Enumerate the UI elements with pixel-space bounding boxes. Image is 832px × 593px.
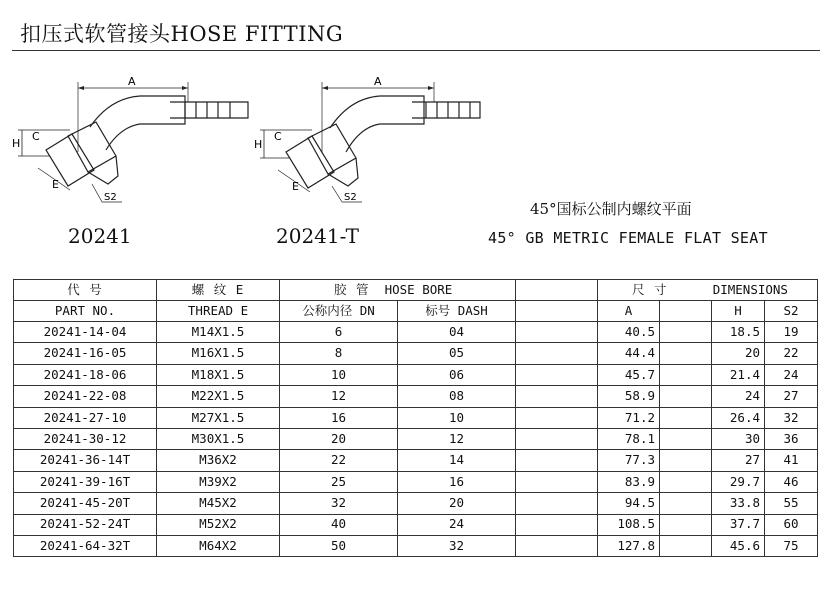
cell-h: 30 (712, 428, 765, 449)
cell-dash: 32 (398, 535, 516, 556)
cell-blank (516, 364, 598, 385)
cell-blank (660, 450, 712, 471)
header-blank-3 (660, 301, 712, 322)
cell-a: 127.8 (598, 535, 660, 556)
cell-part-no: 20241-27-10 (14, 407, 157, 428)
cell-thread: M16X1.5 (157, 343, 280, 364)
header-dash: 标号 DASH (398, 301, 516, 322)
table-row (14, 514, 818, 535)
cell-blank (516, 535, 598, 556)
header-h: H (712, 301, 765, 322)
cell-s2: 41 (765, 450, 818, 471)
table-row (14, 386, 818, 407)
description-en: 45° GB METRIC FEMALE FLAT SEAT (488, 229, 768, 247)
cell-blank (660, 514, 712, 535)
cell-s2: 27 (765, 386, 818, 407)
cell-blank (516, 386, 598, 407)
header-dimensions (598, 280, 818, 301)
cell-a: 108.5 (598, 514, 660, 535)
cell-blank (660, 343, 712, 364)
cell-blank (660, 322, 712, 343)
description-cn: 45°国标公制内螺纹平面 (530, 200, 692, 218)
dim-label-c: C (32, 130, 40, 143)
cell-part-no: 20241-14-04 (14, 322, 157, 343)
cell-a: 45.7 (598, 364, 660, 385)
cell-s2: 75 (765, 535, 818, 556)
cell-s2: 55 (765, 493, 818, 514)
cell-thread: M64X2 (157, 535, 280, 556)
cell-dash: 10 (398, 407, 516, 428)
cell-s2: 24 (765, 364, 818, 385)
header-thread-e: THREAD E (157, 301, 280, 322)
cell-blank (660, 407, 712, 428)
header-hose-en: HOSE BORE (384, 281, 453, 297)
cell-dash: 16 (398, 471, 516, 492)
table-row (14, 450, 818, 471)
cell-dash: 06 (398, 364, 516, 385)
cell-a: 83.9 (598, 471, 660, 492)
cell-dn: 12 (280, 386, 398, 407)
cell-blank (516, 407, 598, 428)
dim-label-h: H (12, 137, 21, 150)
cell-dash: 08 (398, 386, 516, 407)
cell-part-no: 20241-30-12 (14, 428, 157, 449)
cell-dn: 10 (280, 364, 398, 385)
cell-dash: 05 (398, 343, 516, 364)
cell-blank (660, 364, 712, 385)
dim-label-a: A (374, 75, 382, 88)
fitting-drawing-20241 (10, 72, 250, 212)
cell-part-no: 20241-22-08 (14, 386, 157, 407)
header-s2: S2 (765, 301, 818, 322)
dim-label-e: E (52, 178, 59, 191)
dim-label-s2: S2 (344, 192, 357, 203)
cell-thread: M22X1.5 (157, 386, 280, 407)
table-row (14, 535, 818, 556)
header-part-cn: 代 号 (14, 280, 157, 301)
table-sub-header-row (14, 301, 818, 322)
cell-a: 58.9 (598, 386, 660, 407)
table-row (14, 428, 818, 449)
dim-label-s2: S2 (104, 192, 117, 203)
page-title: 扣压式软管接头HOSE FITTING (20, 22, 344, 46)
cell-h: 45.6 (712, 535, 765, 556)
cell-h: 33.8 (712, 493, 765, 514)
dim-label-a: A (128, 75, 136, 88)
header-hose-cn: 胶 管 (334, 281, 370, 297)
dim-label-c: C (274, 130, 282, 143)
cell-part-no: 20241-39-16T (14, 471, 157, 492)
cell-part-no: 20241-52-24T (14, 514, 157, 535)
cell-h: 18.5 (712, 322, 765, 343)
cell-s2: 22 (765, 343, 818, 364)
cell-a: 94.5 (598, 493, 660, 514)
cell-blank (660, 428, 712, 449)
cell-s2: 60 (765, 514, 818, 535)
cell-thread: M18X1.5 (157, 364, 280, 385)
cell-h: 27 (712, 450, 765, 471)
cell-s2: 36 (765, 428, 818, 449)
header-blank-2 (516, 301, 598, 322)
table-row (14, 471, 818, 492)
cell-part-no: 20241-16-05 (14, 343, 157, 364)
header-thread-cn: 螺 纹 E (157, 280, 280, 301)
cell-dn: 6 (280, 322, 398, 343)
header-part-no: PART NO. (14, 301, 157, 322)
cell-blank (660, 471, 712, 492)
cell-thread: M45X2 (157, 493, 280, 514)
cell-blank (516, 514, 598, 535)
dim-label-e: E (292, 180, 299, 193)
cell-dn: 8 (280, 343, 398, 364)
cell-h: 26.4 (712, 407, 765, 428)
model-label-20241-t: 20241-T (276, 224, 360, 248)
cell-thread: M36X2 (157, 450, 280, 471)
cell-thread: M39X2 (157, 471, 280, 492)
cell-part-no: 20241-45-20T (14, 493, 157, 514)
table-group-header-row (14, 280, 818, 301)
header-a: A (598, 301, 660, 322)
header-blank (516, 280, 598, 301)
spec-table (13, 279, 818, 557)
cell-part-no: 20241-36-14T (14, 450, 157, 471)
header-hose (280, 280, 516, 301)
cell-h: 20 (712, 343, 765, 364)
cell-dn: 50 (280, 535, 398, 556)
cell-a: 71.2 (598, 407, 660, 428)
cell-dn: 20 (280, 428, 398, 449)
cell-dash: 14 (398, 450, 516, 471)
cell-blank (660, 386, 712, 407)
cell-blank (516, 343, 598, 364)
cell-blank (516, 450, 598, 471)
cell-blank (660, 493, 712, 514)
cell-blank (660, 535, 712, 556)
model-label-20241: 20241 (68, 224, 132, 248)
cell-a: 77.3 (598, 450, 660, 471)
table-row (14, 343, 818, 364)
cell-s2: 46 (765, 471, 818, 492)
cell-s2: 19 (765, 322, 818, 343)
cell-dn: 16 (280, 407, 398, 428)
cell-dash: 24 (398, 514, 516, 535)
cell-dash: 04 (398, 322, 516, 343)
fitting-drawing-20241-t (252, 72, 482, 212)
table-row (14, 407, 818, 428)
table-row (14, 364, 818, 385)
cell-a: 44.4 (598, 343, 660, 364)
cell-dn: 32 (280, 493, 398, 514)
dim-label-h: H (254, 138, 263, 151)
cell-blank (516, 493, 598, 514)
cell-part-no: 20241-64-32T (14, 535, 157, 556)
title-divider (12, 50, 820, 51)
cell-dn: 22 (280, 450, 398, 471)
cell-h: 29.7 (712, 471, 765, 492)
cell-dash: 20 (398, 493, 516, 514)
header-dim-cn: 尺 寸 (632, 281, 668, 297)
cell-dn: 25 (280, 471, 398, 492)
table-row (14, 493, 818, 514)
cell-thread: M30X1.5 (157, 428, 280, 449)
cell-a: 40.5 (598, 322, 660, 343)
cell-blank (516, 322, 598, 343)
cell-h: 24 (712, 386, 765, 407)
table-row (14, 322, 818, 343)
cell-thread: M27X1.5 (157, 407, 280, 428)
cell-h: 37.7 (712, 514, 765, 535)
cell-s2: 32 (765, 407, 818, 428)
cell-h: 21.4 (712, 364, 765, 385)
cell-dn: 40 (280, 514, 398, 535)
cell-blank (516, 428, 598, 449)
header-dn: 公称内径 DN (280, 301, 398, 322)
cell-blank (516, 471, 598, 492)
cell-a: 78.1 (598, 428, 660, 449)
cell-dash: 12 (398, 428, 516, 449)
cell-thread: M52X2 (157, 514, 280, 535)
cell-thread: M14X1.5 (157, 322, 280, 343)
cell-part-no: 20241-18-06 (14, 364, 157, 385)
header-dim-en: DIMENSIONS (712, 281, 788, 297)
